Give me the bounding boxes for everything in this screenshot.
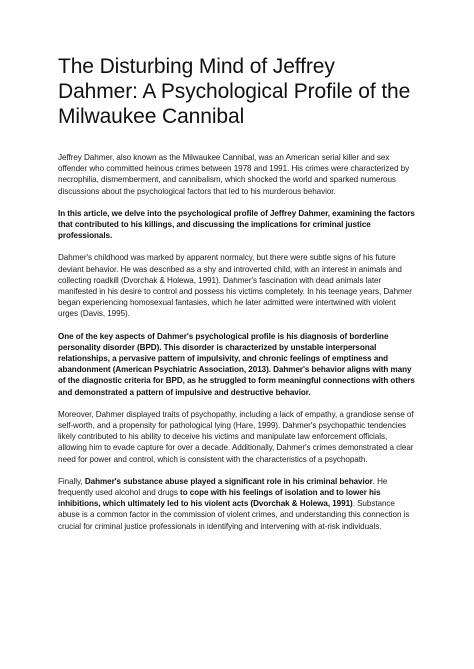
substance-tail-text: . Substance abuse is a common factor in the commission of violent crimes, and understanding this connection is crucial for criminal justice professionals in identifying and intervening with at-risk individuals. bbox=[58, 499, 410, 531]
substance-bold-text-2: to cope with his feelings of isolation and to lower his inhibitions, which ultimately led to his violent acts (Dvorchak & Holewa, 1991) bbox=[58, 488, 381, 509]
document-title: The Disturbing Mind of Jeffrey Dahmer: A Psychological Profile of the Milwaukee Cannibal bbox=[58, 55, 411, 128]
substance-mid-text: . He frequently used alcohol and drugs bbox=[58, 476, 388, 498]
bpd-paragraph: One of the key aspects of Dahmer's psychological profile is his diagnosis of borderline personality disorder (BPD). This disorder is characterized by unstable interpersonal relationships, a pervasive pattern of impulsivity, and chronic feelings of emptiness and abandonment (American Psychiatric Association, 2013). Dahmer's behavior aligns with many of the diagnostic criteria for BPD, as he struggled to form meaningful connections with others and demonstrated a pattern of impulsive and destructive behavior. bbox=[58, 331, 415, 397]
substance-abuse-paragraph bbox=[58, 476, 416, 532]
substance-lead-text: Finally, bbox=[58, 476, 85, 486]
intro-paragraph: Jeffrey Dahmer, also known as the Milwaukee Cannibal, was an American serial killer and sex offender who committed heinous crimes between 1978 and 1991. His crimes were characterized by necrophilia, dismemberment, and cannibalism, which shocked the world and sparked numerous discussions about the psychological factors that led to his murderous behavior. bbox=[58, 153, 410, 196]
childhood-paragraph: Dahmer's childhood was marked by apparent normalcy, but there were subtle signs of his future deviant behavior. He was described as a shy and introverted child, with an interest in animals and collecting roadkill (Dvorchak & Holewa, 1991). Dahmer's fascination with dead animals later manifested in his desire to control and possess his victims completely. In his teenage years, Dahmer began experiencing homosexual fantasies, which he later admitted were intertwined with violent urges (Davis, 1995). bbox=[58, 253, 412, 319]
psychopathy-paragraph: Moreover, Dahmer displayed traits of psychopathy, including a lack of empathy, a grandiose sense of self-worth, and a propensity for pathological lying (Hare, 1999). Dahmer's psychopathic tendencies likely contributed to his ability to deceive his victims and manipulate law enforcement officials, allowing him to evade capture for over a decade. Additionally, Dahmer's crimes demonstrated a clear need for power and control, which is consistent with the characteristics of a psychopath. bbox=[58, 409, 414, 464]
thesis-paragraph: In this article, we delve into the psychological profile of Jeffrey Dahmer, examining the factors that contributed to his killings, and discussing the implications for criminal justice professionals. bbox=[58, 208, 415, 241]
substance-bold-text-1: Dahmer's substance abuse played a significant role in his criminal behavior bbox=[84, 476, 373, 486]
